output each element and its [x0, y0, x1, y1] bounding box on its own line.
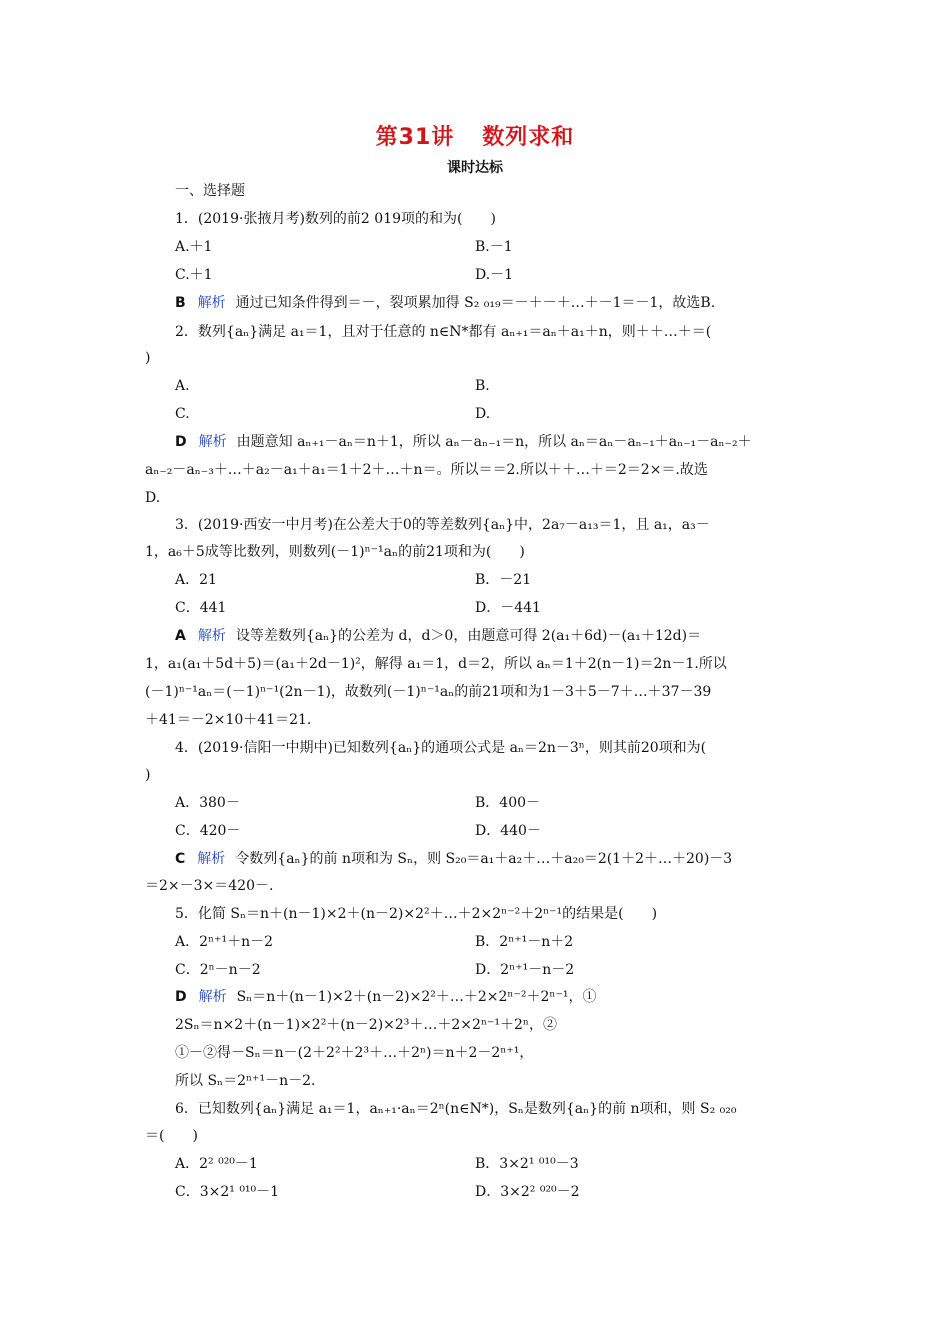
- q5-option-b: B．2ⁿ⁺¹－n＋2: [475, 934, 574, 950]
- question-3-stem: 3．(2019·西安一中月考)在公差大于0的等差数列{aₙ}中，2a₇－a₁₃＝1，且 a₁，a₃－: [175, 517, 710, 533]
- q1-option-a: A.＋1: [175, 239, 213, 255]
- solution-tag: 解析: [198, 434, 227, 450]
- q5-solution: [175, 988, 596, 1006]
- q3-explanation-line-1: 设等差数列{aₙ}的公差为 d，d＞0，由题意可得 2(a₁＋6d)－(a₁＋12d)＝: [235, 628, 702, 644]
- q3-option-b: B．－21: [475, 572, 532, 588]
- question-2-stem-cont: ): [145, 350, 151, 366]
- q1-solution: [175, 294, 715, 312]
- q5-explanation-line-2: 2Sₙ＝n×2＋(n－1)×2²＋(n－2)×2³＋…＋2×2ⁿ⁻¹＋2ⁿ，②: [175, 1017, 557, 1033]
- q3-explanation-line-2: 1，a₁(a₁＋5d＋5)＝(a₁＋2d－1)²，解得 a₁＝1，d＝2，所以 aₙ＝1＋2(n－1)＝2n－1.所以: [145, 656, 727, 672]
- q4-option-a: A．380－: [175, 795, 240, 811]
- q3-solution: [175, 627, 701, 645]
- q5-explanation-line-1: Sₙ＝n＋(n－1)×2＋(n－2)×2²＋…＋2×2ⁿ⁻²＋2ⁿ⁻¹，①: [236, 989, 597, 1005]
- q3-explanation-line-3: (－1)ⁿ⁻¹aₙ＝(－1)ⁿ⁻¹(2n－1)，故数列(－1)ⁿ⁻¹aₙ的前21项和为1－3＋5－7＋…＋37－39: [145, 684, 712, 700]
- lesson-topic: 数列求和: [482, 125, 575, 150]
- question-1-stem: 1．(2019·张掖月考)数列的前2 019项的和为( ): [175, 211, 496, 227]
- q3-option-a: A．21: [175, 572, 217, 588]
- q6-option-c: C．3×2¹ ⁰¹⁰－1: [175, 1184, 280, 1200]
- question-4-stem: 4．(2019·信阳一中期中)已知数列{aₙ}的通项公式是 aₙ＝2n－3ⁿ，则其前20项和为(: [175, 740, 707, 756]
- q4-option-c: C．420－: [175, 823, 241, 839]
- q6-option-d: D．3×2² ⁰²⁰－2: [475, 1184, 580, 1200]
- q2-explanation-line-2: aₙ₋₂－aₙ₋₃＋…＋a₂－a₁＋a₁＝1＋2＋…＋n＝。所以＝＝2.所以＋＋…＋＝2＝2×＝.故选: [145, 462, 708, 478]
- q1-option-b: B.－1: [475, 239, 513, 255]
- q6-option-a: A．2² ⁰²⁰－1: [175, 1156, 258, 1172]
- q5-option-c: C．2ⁿ－n－2: [175, 962, 261, 978]
- question-2-stem: 2．数列{aₙ}满足 a₁＝1，且对于任意的 n∈N*都有 aₙ₊₁＝aₙ＋a₁＋n，则＋＋…＋＝(: [175, 324, 712, 340]
- page-title: [0, 120, 950, 151]
- q1-explanation: 通过已知条件得到＝－，裂项累加得 S₂ ₀₁₉＝－＋－＋…＋－1＝－1，故选B.: [235, 295, 716, 311]
- q2-option-c: C.: [175, 406, 190, 422]
- q6-option-b: B．3×2¹ ⁰¹⁰－3: [475, 1156, 579, 1172]
- q5-explanation-line-4: 所以 Sₙ＝2ⁿ⁺¹－n－2.: [175, 1073, 316, 1089]
- q1-option-c: C.＋1: [175, 267, 213, 283]
- q2-solution: [175, 433, 752, 451]
- q5-answer: D: [175, 989, 187, 1005]
- solution-tag: 解析: [197, 628, 226, 644]
- q5-option-a: A．2ⁿ⁺¹＋n－2: [175, 934, 273, 950]
- q5-explanation-line-3: ①－②得－Sₙ＝n－(2＋2²＋2³＋…＋2ⁿ)＝n＋2－2ⁿ⁺¹，: [175, 1045, 534, 1061]
- q2-answer: D: [175, 434, 187, 450]
- solution-tag: 解析: [197, 295, 226, 311]
- q3-option-c: C．441: [175, 600, 227, 616]
- solution-tag: 解析: [198, 989, 227, 1005]
- q4-option-b: B．400－: [475, 795, 541, 811]
- question-3-stem-cont: 1，a₆＋5成等比数列，则数列(－1)ⁿ⁻¹aₙ的前21项和为( ): [145, 544, 525, 560]
- q4-answer: C: [175, 851, 186, 867]
- q2-explanation-line-3: D.: [145, 490, 161, 506]
- q4-solution: [175, 850, 732, 868]
- lesson-number: 第31讲: [375, 125, 455, 150]
- solution-tag: 解析: [197, 851, 226, 867]
- page-subtitle: 课时达标: [447, 160, 503, 176]
- q2-option-b: B.: [475, 378, 490, 394]
- section-heading: 一、选择题: [175, 183, 245, 199]
- question-6-stem-cont: ＝( ): [145, 1128, 198, 1144]
- q2-explanation-line-1: 由题意知 aₙ₊₁－aₙ＝n＋1，所以 aₙ－aₙ₋₁＝n，所以 aₙ＝aₙ－aₙ₋₁＋aₙ₋₁－aₙ₋₂＋: [236, 434, 752, 450]
- q4-option-d: D．440－: [475, 823, 541, 839]
- question-4-stem-cont: ): [145, 767, 151, 783]
- q1-option-d: D.－1: [475, 267, 514, 283]
- q2-option-d: D.: [475, 406, 491, 422]
- q1-answer: B: [175, 295, 186, 311]
- question-5-stem: 5．化简 Sₙ＝n＋(n－1)×2＋(n－2)×2²＋…＋2×2ⁿ⁻²＋2ⁿ⁻¹的结果是( ): [175, 906, 658, 922]
- q4-explanation-line-1: 令数列{aₙ}的前 n项和为 Sₙ，则 S₂₀＝a₁＋a₂＋…＋a₂₀＝2(1＋2＋…＋20)－3: [235, 851, 733, 867]
- question-6-stem: 6．已知数列{aₙ}满足 a₁＝1，aₙ₊₁·aₙ＝2ⁿ(n∈N*)，Sₙ是数列{aₙ}的前 n项和，则 S₂ ₀₂₀: [175, 1101, 737, 1117]
- q5-option-d: D．2ⁿ⁺¹－n－2: [475, 962, 575, 978]
- q2-option-a: A.: [175, 378, 190, 394]
- q3-explanation-line-4: ＋41＝－2×10＋41＝21.: [145, 712, 312, 728]
- q3-answer: A: [175, 628, 186, 644]
- q4-explanation-line-2: ＝2×－3×＝420－.: [145, 878, 274, 894]
- q3-option-d: D．－441: [475, 600, 541, 616]
